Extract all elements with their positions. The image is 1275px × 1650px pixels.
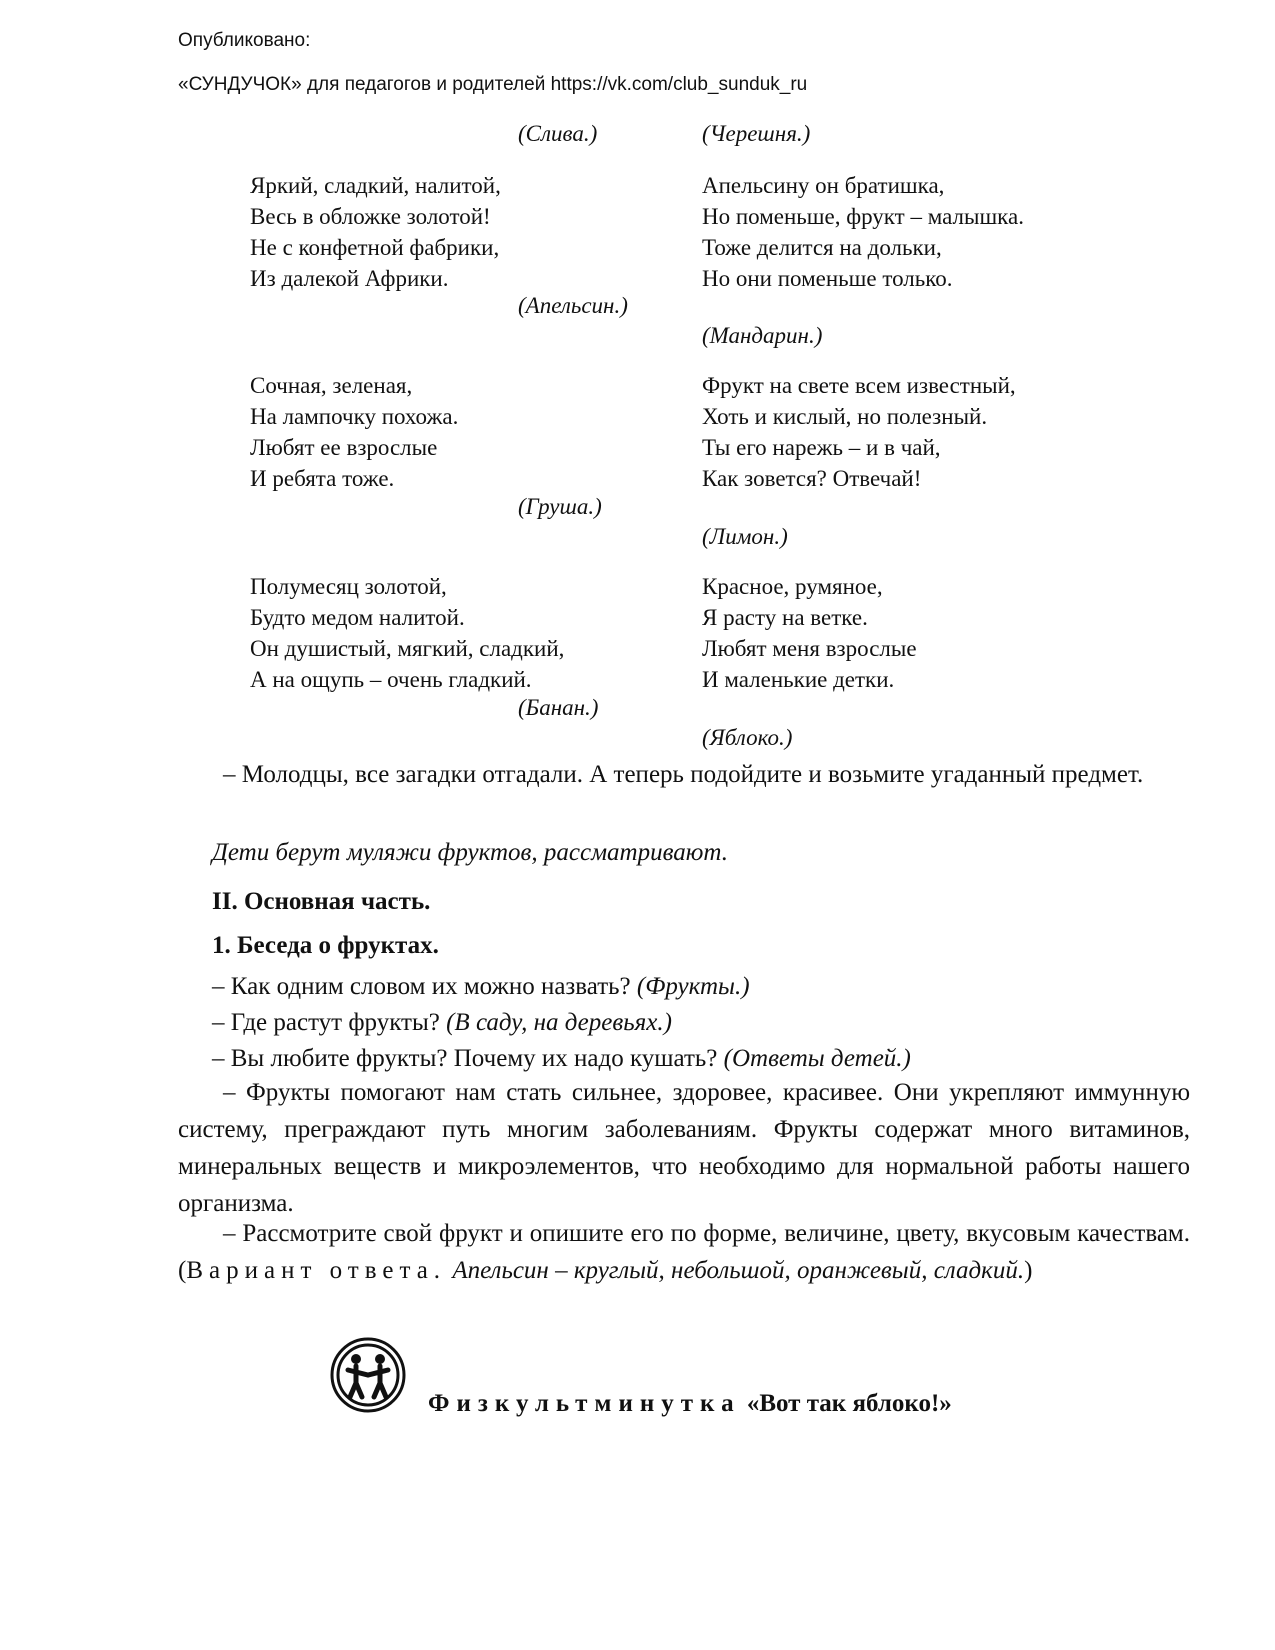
riddle-line: Но они поменьше только. [702, 266, 953, 291]
riddle-answer: (Яблоко.) [702, 725, 793, 750]
riddle-line: Я расту на ветке. [702, 605, 868, 630]
riddle-answer: (Апельсин.) [518, 293, 628, 318]
riddle-line: Ты его нарежь – и в чай, [702, 435, 941, 460]
answer-chereshnya: (Черешня.) [702, 121, 811, 146]
describe-close: ) [1024, 1257, 1033, 1284]
riddle-left-2 [250, 370, 458, 494]
riddle-line: Фрукт на свете всем известный, [702, 373, 1016, 398]
describe-lead: – Рассмотрите свой фрукт и опишите его по форме, величине, цвету, вкусовым качествам. ( [178, 1220, 1190, 1284]
riddle-line: Из далекой Африки. [250, 266, 449, 291]
riddle-right-3 [702, 571, 917, 695]
riddle-line: Полумесяц золотой, [250, 574, 447, 599]
qa-item-1 [212, 968, 750, 1005]
riddle-line: Весь в обложке золотой! [250, 204, 491, 229]
fruits-paragraph: – Фрукты помогают нам стать сильнее, здоровее, красивее. Они укрепляют иммунную систему, преграждают путь многим заболеваниям. Фрукты содержат много витаминов, минеральных веществ и микроэлементов, что необходимо для нормальной работы нашего организма. [178, 1079, 1190, 1217]
qa-item-3 [212, 1040, 911, 1077]
source-line: «СУНДУЧОК» для педагогов и родителей https://vk.com/club_sunduk_ru [178, 74, 808, 95]
riddle-answer: (Банан.) [518, 695, 599, 720]
riddle-right-1 [702, 170, 1024, 294]
published-label: Опубликовано: [178, 30, 311, 51]
fizkult-title: «Вот так яблоко!» [746, 1390, 952, 1417]
fizkultminutka-heading [428, 1385, 952, 1422]
answer-sliva: (Слива.) [518, 121, 598, 146]
riddle-line: И маленькие детки. [702, 667, 895, 692]
riddle-line: Он душистый, мягкий, сладкий, [250, 636, 565, 661]
riddle-answer: (Груша.) [518, 494, 602, 519]
riddle-line: Апельсину он братишка, [702, 173, 945, 198]
riddle-answer: (Лимон.) [702, 524, 788, 549]
riddle-right-2 [702, 370, 1016, 494]
qa-item-2 [212, 1004, 672, 1041]
fizkult-label: Физкультминутка [428, 1390, 741, 1417]
riddle-line: На лампочку похожа. [250, 404, 459, 429]
riddle-line: А на ощупь – очень гладкий. [250, 667, 532, 692]
answer: (Фрукты.) [636, 973, 750, 1000]
riddle-line: Яркий, сладкий, налитой, [250, 173, 501, 198]
riddle-line: Любят меня взрослые [702, 636, 917, 661]
answer: (В саду, на деревьях.) [446, 1009, 672, 1036]
riddle-line: Будто медом налитой. [250, 605, 465, 630]
riddle-line: И ребята тоже. [250, 466, 395, 491]
riddle-line: Любят ее взрослые [250, 435, 438, 460]
riddle-left-3 [250, 571, 564, 695]
children-circle-icon [330, 1337, 406, 1413]
variant-text: Апельсин – круглый, небольшой, оранжевый, сладкий. [452, 1257, 1025, 1284]
riddle-line: Сочная, зеленая, [250, 373, 413, 398]
riddle-line: Но поменьше, фрукт – малышка. [702, 204, 1024, 229]
riddle-line: Не с конфетной фабрики, [250, 235, 500, 260]
section-title: II. Основная часть. [212, 888, 431, 915]
answer: (Ответы детей.) [723, 1045, 911, 1072]
question: – Вы любите фрукты? Почему их надо кушать? [212, 1045, 718, 1072]
riddle-left-1 [250, 170, 501, 294]
children-action: Дети берут муляжи фруктов, рассматривают. [212, 839, 729, 866]
variant-label: Вариант ответа. [186, 1257, 447, 1284]
question: – Где растут фрукты? [212, 1009, 440, 1036]
riddle-line: Красное, румяное, [702, 574, 883, 599]
describe-paragraph [178, 1215, 1190, 1289]
riddle-answer: (Мандарин.) [702, 323, 823, 348]
subsection-title: 1. Беседа о фруктах. [212, 932, 439, 959]
riddle-line: Тоже делится на дольки, [702, 235, 942, 260]
praise-paragraph: – Молодцы, все загадки отгадали. А теперь подойдите и возьмите угаданный предмет. [223, 761, 1144, 788]
riddle-line: Хоть и кислый, но полезный. [702, 404, 988, 429]
riddle-line: Как зовется? Отвечай! [702, 466, 922, 491]
question: – Как одним словом их можно назвать? [212, 973, 631, 1000]
